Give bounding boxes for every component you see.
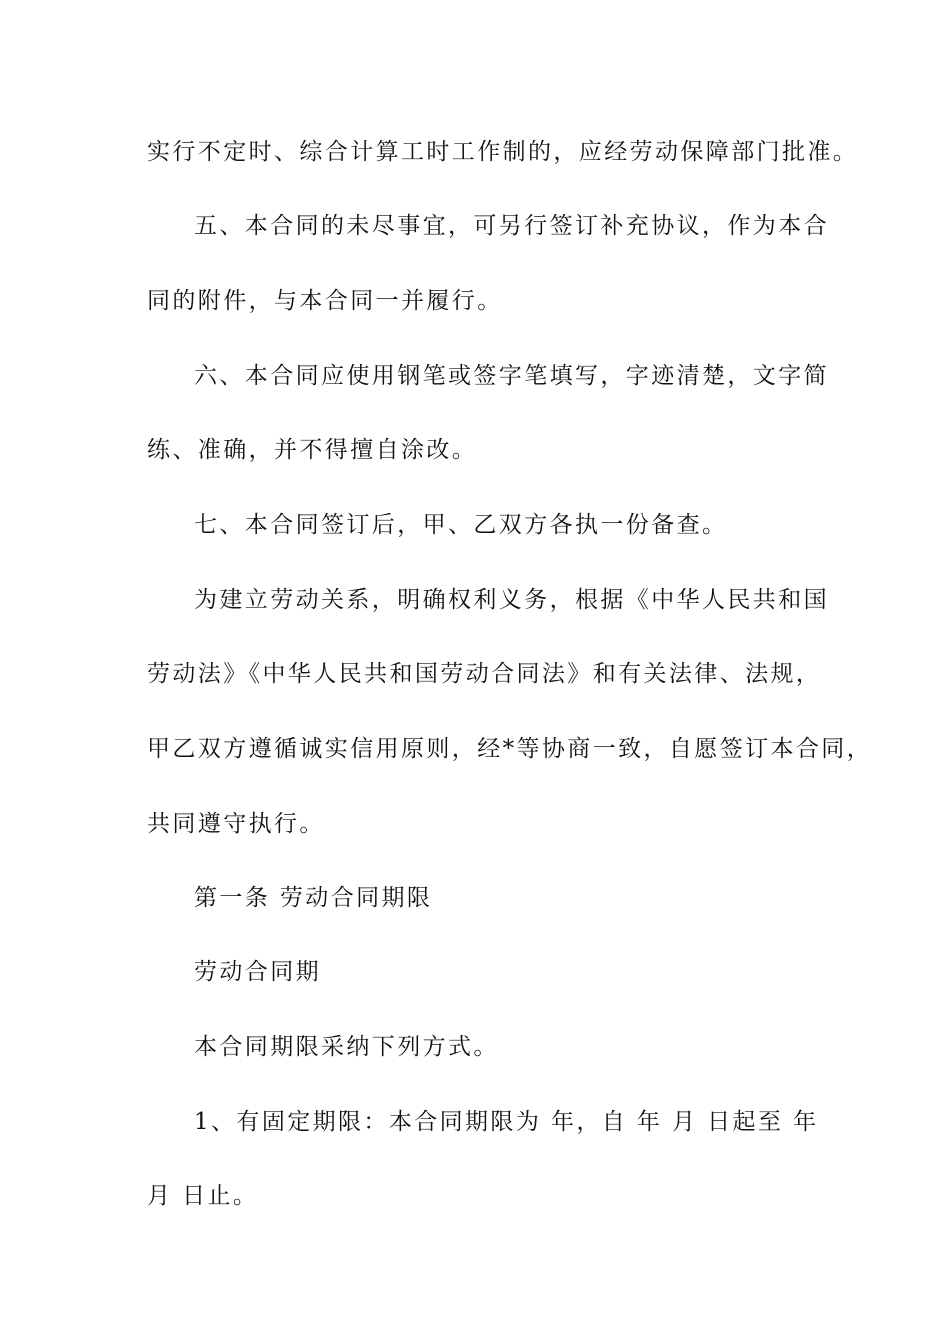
text-line-1: 实行不定时、综合计算工时工作制的，应经劳动保障部门批准。 [147,139,859,165]
text-line-6: 七、本合同签订后，甲、乙双方各执一份备查。 [194,512,728,538]
text-line-5: 练、准确，并不得擅自涂改。 [147,437,478,463]
text-line-2: 五、本合同的未尽事宜，可另行签订补充协议，作为本合 [194,213,829,239]
text-line-10: 共同遵守执行。 [147,811,325,837]
text-line-13: 本合同期限采纳下列方式。 [194,1034,499,1060]
text-line-3: 同的附件，与本合同一并履行。 [147,288,503,314]
text-line-14: 1、有固定期限：本合同期限为 年，自 年 月 日起至 年 [194,1109,819,1135]
text-line-12: 劳动合同期 [194,959,321,985]
text-line-7: 为建立劳动关系，明确权利义务，根据《中华人民共和国 [194,587,829,613]
text-line-15: 月 日止。 [147,1183,259,1209]
text-line-11: 第一条 劳动合同期限 [194,885,433,911]
text-line-8: 劳动法》《中华人民共和国劳动合同法》和有关法律、法规， [147,661,822,687]
text-line-4: 六、本合同应使用钢笔或签字笔填写，字迹清楚，文字简 [194,363,829,389]
text-line-9: 甲乙双方遵循诚实信用原则，经*等协商一致，自愿签订本合同， [147,736,873,762]
